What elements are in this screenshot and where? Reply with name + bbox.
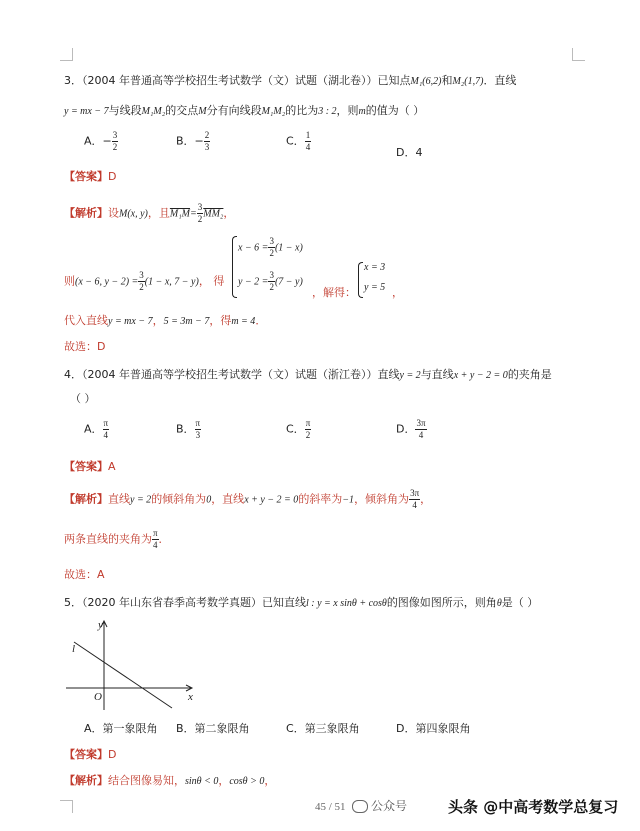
analysis-text: ， [264, 774, 276, 787]
math: x + y − 2 = 0 [453, 370, 508, 381]
frac-den: 2 [139, 282, 144, 292]
frac-den: 2 [197, 214, 203, 224]
option-fraction [112, 130, 119, 153]
analysis-text: 代入直线 [64, 314, 108, 327]
q3-option-b [176, 130, 210, 153]
q3-seg2: M₁M₂ [261, 106, 286, 117]
q3-text: 分有向线段 [206, 104, 262, 117]
y-axis-label: y [98, 619, 103, 631]
analysis-text: 的斜率为 [298, 492, 343, 506]
math: θ [496, 598, 502, 609]
q3-number: 3． [64, 74, 82, 87]
q5-text: 是（ ） [501, 596, 539, 609]
q5-option-b [176, 720, 250, 736]
q3-option-a [84, 130, 118, 153]
answer-tag: 【答案】 [64, 170, 108, 183]
option-fraction [204, 130, 211, 153]
answer-tag: 【答案】 [64, 460, 108, 473]
q3-answer [64, 168, 116, 184]
answer-value: D [108, 170, 117, 183]
q3-text: ，则 [336, 104, 359, 117]
q4-paren: （ ） [70, 392, 96, 405]
frac-den: 2 [269, 248, 274, 258]
q3-point-m: M [198, 106, 207, 117]
analysis-tag: 【解析】 [64, 206, 108, 220]
frac-den: 2 [305, 430, 311, 440]
frac-num: 3 [269, 236, 274, 246]
crop-mark [572, 48, 585, 61]
q5-option-d [396, 720, 470, 736]
math: m = 4 [231, 316, 256, 327]
frac-den: 4 [103, 430, 109, 440]
analysis-text: 结合图像易知， [108, 774, 185, 787]
option-fraction [305, 418, 312, 441]
math: y − 2 = [238, 276, 269, 288]
frac-num: 1 [305, 130, 311, 140]
math: l : y = x sinθ + cosθ [306, 598, 387, 609]
analysis-tag: 【解析】 [64, 774, 108, 787]
math: 5 = 3m − 7 [163, 316, 210, 327]
watermark-text: 公众号 [371, 799, 408, 813]
math: (1 − x, 7 − y) [144, 276, 199, 288]
solution-row-1: x = 3 [364, 262, 386, 273]
q5-analysis [64, 772, 275, 788]
frac-num: 3 [112, 130, 118, 140]
q4-option-a [84, 418, 109, 441]
answer-value: A [108, 460, 116, 473]
q3-text: 的值为（ ） [365, 104, 425, 117]
option-text: 第一象限角 [102, 722, 158, 735]
analysis-text: ，且 [147, 206, 170, 220]
option-label: D． [396, 146, 416, 159]
q5-graph [60, 612, 200, 712]
frac-num: 3π [410, 488, 420, 498]
q3-option-c [286, 130, 311, 153]
answer-value: D [108, 748, 117, 761]
solution-brace [358, 262, 363, 298]
analysis-text: ， [218, 774, 230, 787]
x-axis-label: x [188, 691, 193, 703]
option-fraction [103, 418, 110, 441]
frac-num: π [195, 418, 201, 428]
math: y = 2 [399, 370, 421, 381]
q3-and: 和 [441, 74, 453, 87]
q5-source: （2020 年山东省春季高考数学真题）已知直线 [82, 596, 306, 609]
math: = [190, 208, 197, 220]
frac-num: π [153, 528, 158, 538]
q3-known: 已知点 [377, 74, 411, 87]
math: cosθ > 0 [229, 776, 265, 787]
frac-num: 3 [197, 202, 203, 212]
option-label: D． [396, 722, 416, 735]
q3-analysis-2 [64, 270, 224, 293]
option-sign: − [102, 134, 112, 148]
solution-end: ， [392, 286, 403, 299]
math: sinθ < 0 [185, 776, 219, 787]
analysis-tag: 【解析】 [64, 492, 108, 506]
option-label: D． [396, 422, 416, 436]
analysis-text: ， [420, 492, 432, 506]
option-label: B． [176, 722, 195, 735]
q3-solve [312, 284, 356, 300]
q3-m1: M₁(6,2) [410, 76, 442, 87]
analysis-text: 的倾斜角为 [151, 492, 207, 506]
option-label: C． [286, 722, 305, 735]
frac-den: 3 [204, 142, 210, 152]
system-brace [232, 236, 237, 298]
frac-num: π [305, 418, 311, 428]
option-text: 第二象限角 [194, 722, 250, 735]
frac-den: 2 [112, 142, 118, 152]
option-sign: − [194, 134, 204, 148]
fraction [409, 488, 420, 511]
page-number: 45 / 51 [315, 801, 346, 813]
q4-number: 4． [64, 368, 82, 381]
system-row-1 [238, 236, 303, 259]
math: y = 2 [130, 494, 152, 506]
analysis-text: 设 [108, 206, 119, 220]
frac-den: 4 [305, 142, 311, 152]
frac-num: π [103, 418, 109, 428]
analysis-text: ， [223, 206, 235, 220]
q4-option-b [176, 418, 201, 441]
frac-den: 4 [418, 430, 424, 440]
math: (x − 6, y − 2) = [75, 276, 139, 288]
q3-mvar: m [358, 106, 366, 117]
q4-option-d [396, 418, 427, 441]
q3-substitute [64, 312, 266, 328]
analysis-text: ，倾斜角为 [354, 492, 410, 506]
q5-answer [64, 746, 116, 762]
analysis-text: 直线 [108, 492, 130, 506]
analysis-text: ，解得： [312, 286, 356, 299]
analysis-text: 则 [64, 274, 75, 288]
frac-num: 3π [416, 418, 426, 428]
q4-source: （2004 年普通高等学校招生考试数学（文）试题（浙江卷））直线 [82, 368, 400, 381]
crop-mark [60, 800, 73, 813]
solution-row-2: y = 5 [364, 282, 386, 293]
option-text: 第四象限角 [415, 722, 471, 735]
option-label: A． [84, 422, 103, 436]
option-value: 4 [415, 146, 423, 159]
q4-analysis-1 [64, 488, 431, 511]
frac-den: 3 [195, 430, 201, 440]
wechat-icon [352, 800, 368, 813]
q3-analysis-1 [64, 202, 234, 225]
option-fraction [195, 418, 202, 441]
q4-line1 [64, 366, 552, 382]
math: (1 − x) [274, 242, 303, 254]
option-text: 第三象限角 [304, 722, 360, 735]
option-label: C． [286, 134, 305, 148]
q4-analysis-2 [64, 528, 170, 551]
q3-text: 的交点 [165, 104, 199, 117]
vector: M₁M [169, 208, 191, 220]
origin-label: O [94, 691, 102, 703]
option-label: A． [84, 722, 103, 735]
system-row-2 [238, 270, 303, 293]
q5-number: 5． [64, 596, 82, 609]
q4-option-c [286, 418, 311, 441]
q4-text: 与直线 [420, 368, 454, 381]
vector: MM₂ [203, 208, 224, 220]
analysis-text: ， [152, 314, 164, 327]
math: −1 [342, 494, 355, 506]
math: 0 [206, 494, 212, 506]
analysis-text: 两条直线的夹角为 [64, 532, 152, 546]
analysis-text: ， 得 [198, 274, 225, 288]
option-label: A． [84, 134, 103, 148]
frac-den: 2 [269, 282, 274, 292]
frac-den: 4 [412, 500, 417, 510]
frac-num: 3 [139, 270, 144, 280]
analysis-text: ． [158, 532, 170, 546]
option-label: C． [286, 422, 305, 436]
q3-option-d [396, 144, 422, 160]
frac-num: 2 [204, 130, 210, 140]
q5-text: 的图像如图所示，则角 [386, 596, 497, 609]
option-fraction [415, 418, 426, 441]
q5-option-c [286, 720, 360, 736]
math: y = mx − 7 [108, 316, 153, 327]
analysis-text: ． [255, 314, 267, 327]
q3-line-eq: y = mx − 7 [64, 106, 109, 117]
option-fraction [305, 130, 312, 153]
option-label: B． [176, 422, 195, 436]
q4-choose: 故选：A [64, 568, 105, 581]
watermark [352, 797, 407, 814]
frac-den: 4 [153, 540, 158, 550]
math: x − 6 = [238, 242, 269, 254]
line-label: l [72, 643, 76, 655]
analysis-text: ，得 [209, 314, 232, 327]
answer-tag: 【答案】 [64, 748, 108, 761]
q3-line2 [64, 102, 424, 118]
q5-option-a [84, 720, 158, 736]
q3-m2: M₂(1,7) [452, 76, 484, 87]
q3-text: 与线段 [108, 104, 142, 117]
analysis-text: ，直线 [211, 492, 245, 506]
q3-text: 的比为 [285, 104, 319, 117]
q3-line-word: ．直线 [483, 74, 517, 87]
math: M(x, y) [119, 208, 148, 220]
brand-mark: 头条 @中高考数学总复习 [448, 798, 619, 816]
math: (7 − y) [274, 276, 303, 288]
crop-mark [60, 48, 73, 61]
frac-num: 3 [269, 270, 274, 280]
line-l [74, 642, 172, 708]
q3-choose: 故选：D [64, 340, 106, 353]
q3-seg: M₁M₂ [141, 106, 166, 117]
q5-line1 [64, 594, 538, 610]
q3-ratio: 3 : 2 [318, 106, 337, 117]
math: x + y − 2 = 0 [244, 494, 299, 506]
q4-text: 的夹角是 [507, 368, 552, 381]
option-label: B． [176, 134, 195, 148]
q3-line1 [64, 72, 516, 88]
q3-source: （2004 年普通高等学校招生考试数学（文）试题（湖北卷）） [82, 74, 378, 87]
q4-answer [64, 458, 116, 474]
